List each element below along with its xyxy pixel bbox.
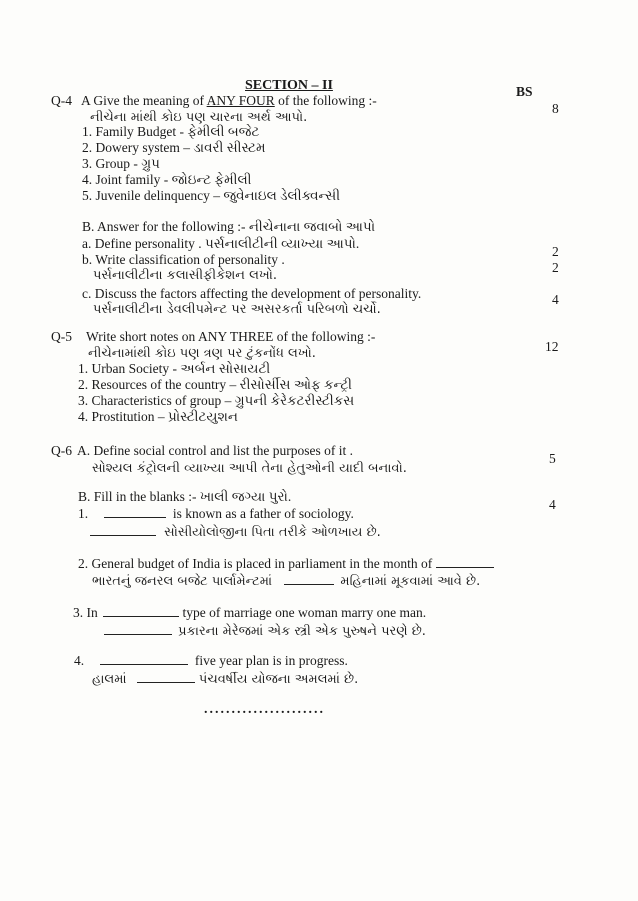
q4-item-4: 4. Joint family - જોઇન્ટ ફેમીલી bbox=[82, 172, 252, 187]
subject-code: BS bbox=[516, 84, 533, 99]
fill-blank-2: 2. General budget of India is placed in parliament in the month of bbox=[78, 555, 494, 572]
fill-blank-1: 1. is known as a father of sociology. bbox=[78, 506, 354, 521]
fill-blank-1-gujarati: સોસીયોલોજીના પિતા તરીકે ઓળખાય છે. bbox=[90, 523, 381, 540]
blank-line bbox=[284, 572, 334, 585]
q4-b-c-gujarati: પર્સનાલીટીના ડેવલીપમેન્ટ પર અસરકર્તા પરિબળો ચર્ચો. bbox=[93, 302, 381, 317]
q4-b-a-marks: 2 bbox=[552, 244, 559, 259]
q6-b-heading: B. Fill in the blanks :- ખાલી જગ્યા પુરો. bbox=[78, 489, 292, 504]
q5-heading: Write short notes on ANY THREE of the following :- bbox=[86, 329, 376, 344]
q4-b-b-gujarati: પર્સનાલીટીના કલાસીફીકેશન લખો. bbox=[93, 268, 278, 283]
q5-item-4: 4. Prostitution – પ્રોસ્ટીટયુશન bbox=[78, 409, 238, 424]
q5-item-2: 2. Resources of the country – રીસોર્સીસ ઓફ કન્ટ્રી bbox=[78, 377, 353, 392]
q5-item-1: 1. Urban Society - અર્બન સોસાયટી bbox=[78, 361, 271, 376]
q5-marks: 12 bbox=[545, 339, 559, 354]
fill-blank-3-gujarati: પ્રકારના મેરેજમાં એક સ્ત્રી એક પુરુષને પરણે છે. bbox=[104, 622, 426, 639]
q4-b-a: a. Define personality . પર્સનાલીટીની વ્યાખ્યા આપો. bbox=[82, 236, 360, 251]
blank-line bbox=[104, 505, 166, 518]
q4-item-2: 2. Dowery system – ડાવરી સીસ્ટમ bbox=[82, 140, 266, 155]
q6-a-gujarati: સોશ્યલ કંટ્રોલની વ્યાખ્યા આપી તેના હેતુઓની યાદી બનાવો. bbox=[92, 461, 407, 476]
q6-a-heading: A. Define social control and list the purposes of it . bbox=[77, 443, 353, 458]
q4-b-b-marks: 2 bbox=[552, 260, 559, 275]
blank-line bbox=[137, 670, 195, 683]
fill-blank-2-gujarati: ભારતનું જનરલ બજેટ પાર્લામેન્ટમાં મહિનામાં મૂકવામાં આવે છે. bbox=[92, 574, 481, 589]
q6-label: Q-6 bbox=[51, 443, 72, 458]
blank-line bbox=[436, 555, 494, 568]
fill-blank-3: 3. In type of marriage one woman marry one man. bbox=[73, 605, 427, 620]
q4-b-c-marks: 4 bbox=[552, 292, 559, 307]
q4-b-c: c. Discuss the factors affecting the development of personality. bbox=[82, 286, 422, 301]
q4-item-5: 5. Juvenile delinquency – જુવેનાઇલ ડેલીક્વન્સી bbox=[82, 188, 341, 203]
q5-label: Q-5 bbox=[51, 329, 72, 344]
q6-b-marks: 4 bbox=[549, 497, 556, 512]
q4-item-1: 1. Family Budget - ફેમીલી બજેટ bbox=[82, 124, 260, 139]
fill-blank-4: 4. five year plan is in progress. bbox=[74, 653, 348, 668]
q5-gujarati: નીચેનામાંથી કોઇ પણ ત્રણ પર ટુંકનોંધ લખો. bbox=[88, 346, 316, 361]
blank-line bbox=[104, 622, 172, 635]
q4-b-b: b. Write classification of personality . bbox=[82, 252, 285, 267]
blank-line bbox=[103, 604, 179, 617]
section-title: SECTION – II bbox=[245, 78, 333, 93]
end-of-paper-dots: ...................... bbox=[204, 702, 325, 717]
q4-a-gujarati: નીચેના માંથી કોઇ પણ ચારના અર્થ આપો. bbox=[90, 110, 308, 125]
q4-item-3: 3. Group - ગ્રુપ bbox=[82, 156, 160, 171]
q4-b-heading: B. Answer for the following :- નીચેનાના જવાબો આપો bbox=[82, 219, 376, 234]
blank-line bbox=[90, 523, 156, 536]
fill-blank-4-gujarati: હાલમાં પંચવર્ષીય યોજના અમલમાં છે. bbox=[92, 672, 359, 687]
q4-a-marks: 8 bbox=[552, 101, 559, 116]
blank-line bbox=[100, 652, 188, 665]
q5-item-3: 3. Characteristics of group – ગ્રુપની કેરેકટરીસ્ટીકસ bbox=[78, 393, 355, 408]
q4-a-heading: A Give the meaning of ANY FOUR of the following :- bbox=[81, 93, 377, 108]
q4-label: Q-4 bbox=[51, 93, 72, 108]
q6-a-marks: 5 bbox=[549, 451, 556, 466]
